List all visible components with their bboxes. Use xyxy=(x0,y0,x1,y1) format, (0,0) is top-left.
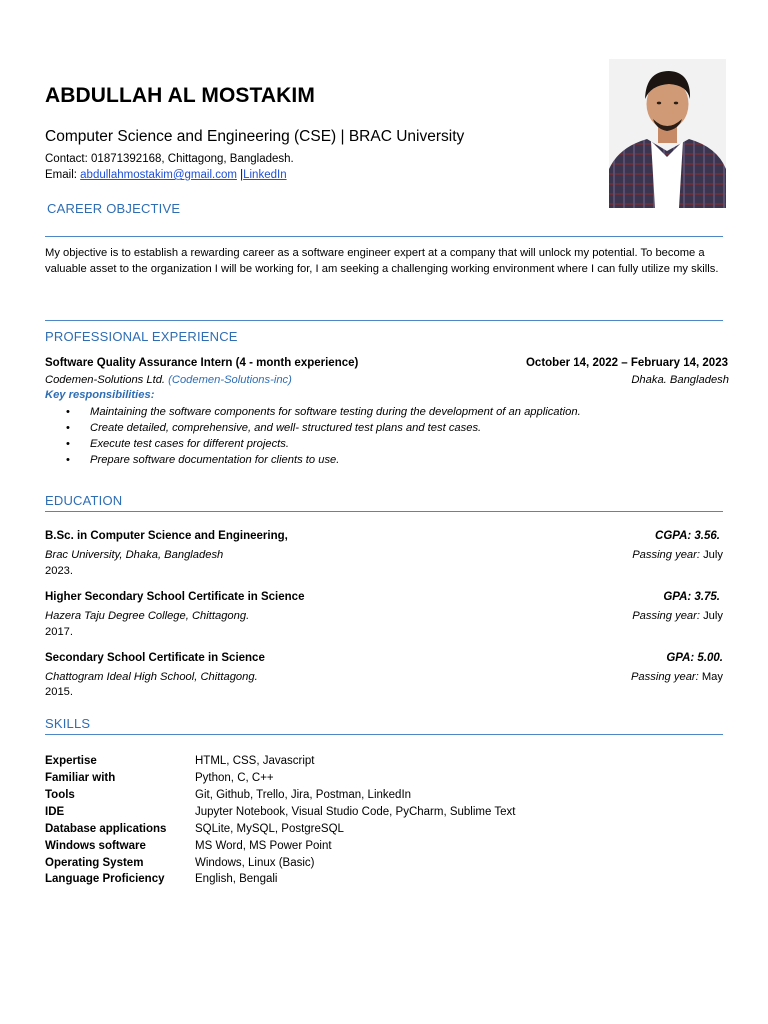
section-title-career-objective: CAREER OBJECTIVE xyxy=(47,201,181,216)
link-separator: | xyxy=(236,169,244,181)
education-passing xyxy=(631,671,723,683)
section-divider xyxy=(45,320,723,321)
skill-value: SQLite, MySQL, PostgreSQL xyxy=(195,823,344,835)
linkedin-link[interactable]: LinkedIn xyxy=(243,169,287,181)
passing-label: Passing year: xyxy=(630,671,699,683)
education-grade: CGPA: 3.56. xyxy=(655,530,720,542)
bullet-icon: • xyxy=(66,438,70,450)
skill-value: English, Bengali xyxy=(195,873,278,885)
education-passing xyxy=(632,610,723,622)
responsibility-text: Prepare software documentation for clients to use. xyxy=(90,454,340,466)
passing-label: Passing year: xyxy=(632,549,700,561)
company-line xyxy=(45,374,292,386)
passing-month: July xyxy=(699,549,723,561)
candidate-name: ABDULLAH AL MOSTAKIM xyxy=(45,84,315,107)
education-degree: Higher Secondary School Certificate in Science xyxy=(45,591,305,603)
skill-value: Git, Github, Trello, Jira, Postman, LinkedIn xyxy=(195,789,412,801)
education-grade: GPA: 5.00. xyxy=(666,652,723,664)
job-location: Dhaka. Bangladesh xyxy=(631,374,729,386)
list-item xyxy=(66,436,581,452)
candidate-subtitle: Computer Science and Engineering (CSE) | BRAC University xyxy=(45,128,465,145)
section-title-skills: SKILLS xyxy=(45,716,91,731)
email-label: Email: xyxy=(45,169,81,181)
education-grade: GPA: 3.75. xyxy=(663,591,720,603)
education-degree: Secondary School Certificate in Science xyxy=(45,652,265,664)
skill-value: Python, C, C++ xyxy=(195,772,274,784)
company-name: Codemen-Solutions Ltd. xyxy=(45,374,166,386)
skill-label: Language Proficiency xyxy=(45,873,165,885)
section-divider xyxy=(45,236,723,237)
section-title-education: EDUCATION xyxy=(45,493,123,508)
education-degree: B.Sc. in Computer Science and Engineering, xyxy=(45,530,288,542)
skill-label: Database applications xyxy=(45,823,167,835)
passing-month: May xyxy=(698,671,723,683)
email-line xyxy=(45,169,287,181)
list-item xyxy=(66,452,581,468)
skill-value: MS Word, MS Power Point xyxy=(195,840,332,852)
skill-value: Windows, Linux (Basic) xyxy=(195,857,315,869)
profile-photo xyxy=(609,59,726,208)
list-item xyxy=(66,404,581,420)
education-year: 2023. xyxy=(45,565,73,577)
section-title-experience: PROFESSIONAL EXPERIENCE xyxy=(45,329,238,344)
responsibility-text: Execute test cases for different projects. xyxy=(90,438,289,450)
education-year: 2017. xyxy=(45,626,73,638)
skill-label: Operating System xyxy=(45,857,144,869)
bullet-icon: • xyxy=(66,454,70,466)
responsibilities-list xyxy=(66,404,581,468)
skill-label: Familiar with xyxy=(45,772,116,784)
job-title: Software Quality Assurance Intern (4 - month experience) xyxy=(45,357,359,369)
skill-label: Expertise xyxy=(45,755,97,767)
education-institution: Brac University, Dhaka, Bangladesh xyxy=(45,549,224,561)
skill-label: IDE xyxy=(45,806,65,818)
list-item xyxy=(66,420,581,436)
skill-value: Jupyter Notebook, Visual Studio Code, PyCharm, Sublime Text xyxy=(195,806,516,818)
company-handle: (Codemen-Solutions-inc) xyxy=(168,374,292,386)
responsibilities-label: Key responsibilities: xyxy=(45,389,155,401)
responsibility-text: Create detailed, comprehensive, and well- structured test plans and test cases. xyxy=(90,422,482,434)
education-institution: Hazera Taju Degree College, Chittagong. xyxy=(45,610,250,622)
passing-month: July xyxy=(699,610,723,622)
skill-label: Windows software xyxy=(45,840,146,852)
bullet-icon: • xyxy=(66,422,70,434)
education-year: 2015. xyxy=(45,686,73,698)
skill-label: Tools xyxy=(45,789,75,801)
section-divider xyxy=(45,734,723,735)
responsibility-text: Maintaining the software components for software testing during the development of an application. xyxy=(90,406,581,418)
education-passing xyxy=(632,549,723,561)
bullet-icon: • xyxy=(66,406,70,418)
education-institution: Chattogram Ideal High School, Chittagong. xyxy=(45,671,258,683)
passing-label: Passing year: xyxy=(632,610,700,622)
career-objective-text: My objective is to establish a rewarding career as a software engineer expert at a company that will unlock my potential. To become a valuable asset to the organization I will be working for, I am seeking a challenging working environment where I can fully utilize my skills. xyxy=(45,247,719,275)
skill-value: HTML, CSS, Javascript xyxy=(195,755,315,767)
email-link[interactable]: abdullahmostakim@gmail.com xyxy=(80,169,237,181)
contact-line: Contact: 01871392168, Chittagong, Bangladesh. xyxy=(45,153,294,165)
section-divider xyxy=(45,511,723,512)
job-dates: October 14, 2022 – February 14, 2023 xyxy=(525,357,728,369)
